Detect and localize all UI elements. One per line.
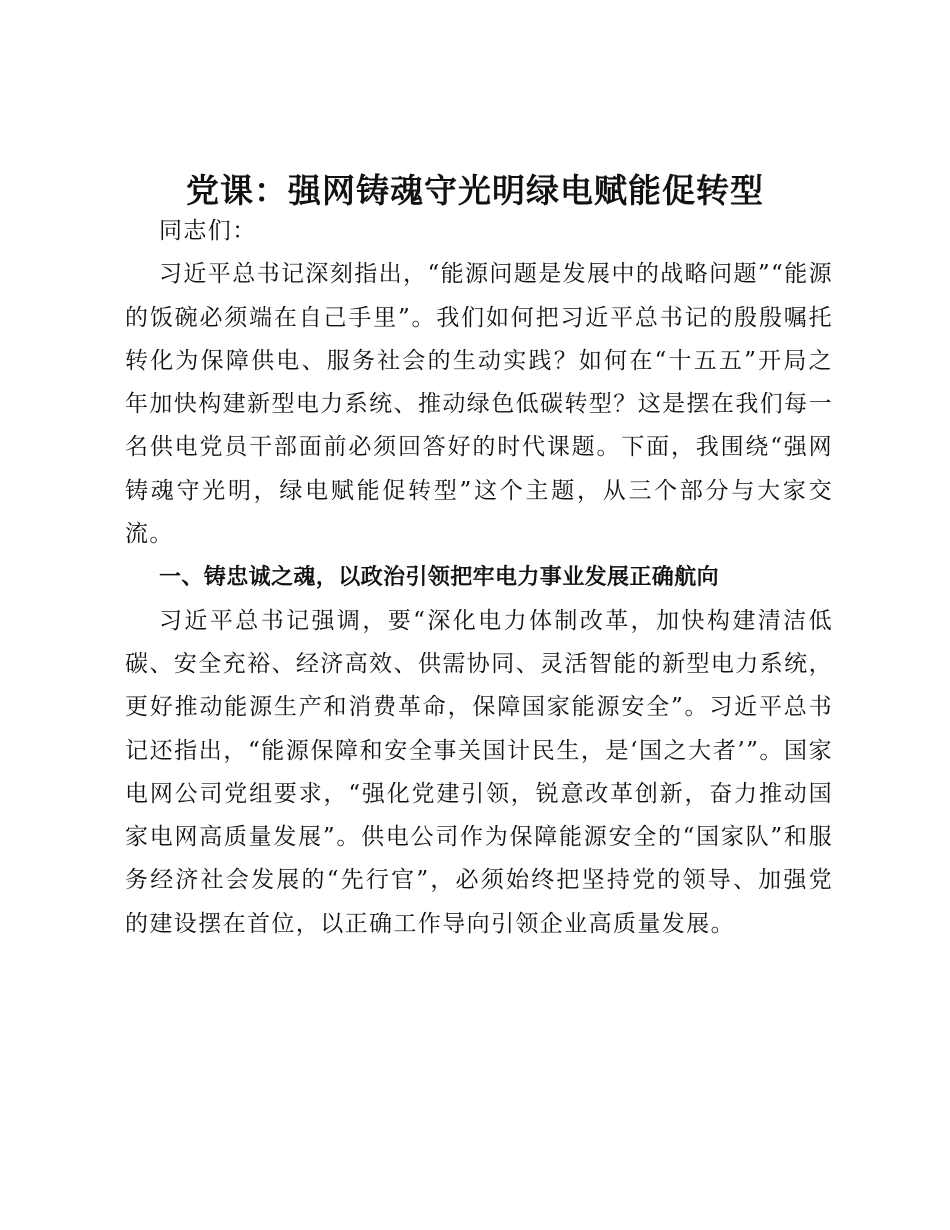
intro-paragraph: 习近平总书记深刻指出，“能源问题是发展中的战略问题”“能源的饭碗必须端在自己手里”。我们如何把习近平总书记的殷殷嘱托转化为保障供电、服务社会的生动实践？如何在“十五五”开局之年加快构建新型电力系统、推动绿色低碳转型？这是摆在我们每一名供电党员干部面前必须回答好的时代课题。下面，我围绕“强网铸魂守光明，绿电赋能促转型”这个主题，从三个部分与大家交流。 xyxy=(125,261,833,548)
section-1-heading: 一、铸忠诚之魂，以政治引领把牢电力事业发展正确航向 xyxy=(159,565,720,591)
salutation: 同志们： xyxy=(159,218,257,244)
document-body xyxy=(125,210,833,946)
document-title: 党课：强网铸魂守光明绿电赋能促转型 xyxy=(186,171,764,210)
section-1-paragraph: 习近平总书记强调，要“深化电力体制改革，加快构建清洁低碳、安全充裕、经济高效、供需协同、灵活智能的新型电力系统，更好推动能源生产和消费革命，保障国家能源安全”。习近平总书记还指出，“能源保障和安全事关国计民生，是‘国之大者’”。国家电网公司党组要求，“强化党建引领，锐意改革创新，奋力推动国家电网高质量发展”。供电公司作为保障能源安全的“国家队”和服务经济社会发展的“先行官”，必须始终把坚持党的领导、加强党的建设摆在首位，以正确工作导向引领企业高质量发展。 xyxy=(125,607,833,937)
